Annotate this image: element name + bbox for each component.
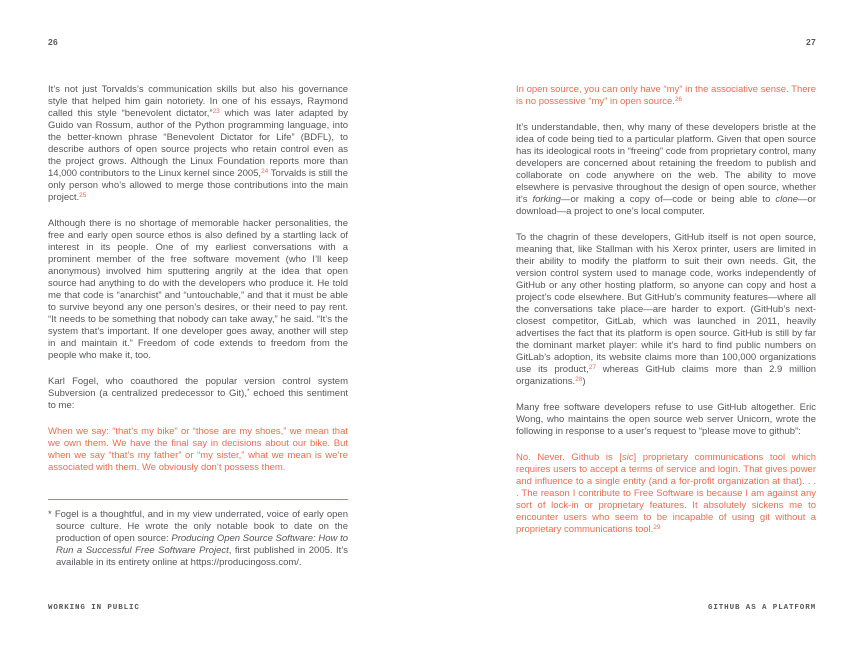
right-page-text-column [516,84,816,536]
footnote-block [48,499,348,569]
page-number-left: 26 [48,37,59,47]
body-paragraph: Although there is no shortage of memorable hacker personalities, the free and early open source ethos is also defined by a startling lack of interest in its people. One of my earliest conversations with a prominent member of the free software movement (who I’ll keep anonymous) involved him sputtering angrily at the idea that open source had anything to do with the developers who produce it. He told me that code is “anarchist” and “untouchable,” and that it must be able to survive beyond any one person’s desires, or their need to pay rent. “It needs to be something that nobody can take away,” he said. “It’s the system that’s important. If one developer goes away, another will step in and maintain it.” Freedom of code extends to freedom from the people who make it, too. [48,218,348,361]
left-page-text-column [48,84,348,474]
body-paragraph: It’s not just Torvalds’s communication skills but also his governance style that helped him gain notoriety. In one of his essays, Raymond called this style “benevolent dictator,”$^{23}$ which was later adapted by Guido van Rossum, author of the Python programming language, into the better-known phrase “Benevolent Dictator for Life” (BDFL), to describe authors of open source projects who retain control even as the project grows. Although the Linux Foundation reports more than 14,000 contributors to the Linux kernel since 2005,24 Torvalds is still the only person who’s allowed to merge those contributions into the main project.$^{25}$ [48,84,349,203]
page-number-right: 27 [805,37,816,47]
body-paragraph: Many free software developers refuse to use GitHub altogether. Eric Wong, who maintains the open source web server Unicorn, wrote the following in response to a user’s request to “please move to github”: [516,402,816,437]
body-paragraph: To the chagrin of these developers, GitHub itself is not open source, meaning that, like Stallman with his Xerox printer, users are limited in their ability to modify the platform to suit their own needs. Git, the version control system used to manage code, works independently of GitHub or any other hosting platform, so anyone can copy and host a project’s code elsewhere. But GitHub’s community features—where all the conversations take place—are harder to export. (GitHub’s next-closest competitor, GitLab, which was launched in 2011, heavily advertises the fact that its platform is open source. GitHub is still by far the dominant market player: while it’s hard to find public numbers on GitLab’s adoption, its website claims more than 100,000 organizations use its product,$^{27}$ whereas GitHub claims more than 2.9 million organizations.$^{28}$) [516,232,817,387]
body-paragraph: It’s understandable, then, why many of these developers bristle at the idea of code being tied to a particular platform. Given that open source has its ideological roots in “freeing” code from proprietary control, many developers are concerned about retaining the freedom to publish and collaborate on code anywhere on the web. The ability to move elsewhere is pervasive throughout the design of open source, whether it’s forking—or making a copy of—code or being able to clone—or download—a project to one’s local computer. [516,122,816,217]
pull-quote-wong: No. Never. Github is [sic] proprietary communications tool which requires users to accept a terms of service and login. That gives power and influence to a single entity (and a for-profit organization at that). . . . The reason I contribute to Free Software is because I am against any sort of lock-in or proprietary features. It absolutely sickens me to encounter users who seem to be incapable of using git without a proprietary communications tool.$^{29}$ [516,452,816,535]
running-footer-chapter-title: GITHUB AS A PLATFORM [707,604,816,612]
pull-quote-fogel: When we say: “that’s my bike” or “those are my shoes,” we mean that we own them. We have the final say in decisions about our bike. But when we say “that’s my father” or “my sister,” what we mean is we’re associated with them. We obviously don’t possess them. [48,426,348,473]
pull-quote-fogel-continued: In open source, you can only have “my” in the associative sense. There is no possessive “my” in open source.$^{26}$ [516,84,816,107]
running-footer-book-title: WORKING IN PUBLIC [48,604,140,612]
footnote-rule [48,499,348,500]
footnote-text: * Fogel is a thoughtful, and in my view underrated, voice of early open source culture. He wrote the only notable book to date on the production of open source: Producing Open Source Software: How to Run a Successful Free Software Project, first published in 2005. It’s available in its entirety online at https://producingoss.com/. [48,509,349,568]
body-paragraph: Karl Fogel, who coauthored the popular version control system Subversion (a centralized predecessor to Git),* echoed this sentiment to me: [48,376,348,411]
